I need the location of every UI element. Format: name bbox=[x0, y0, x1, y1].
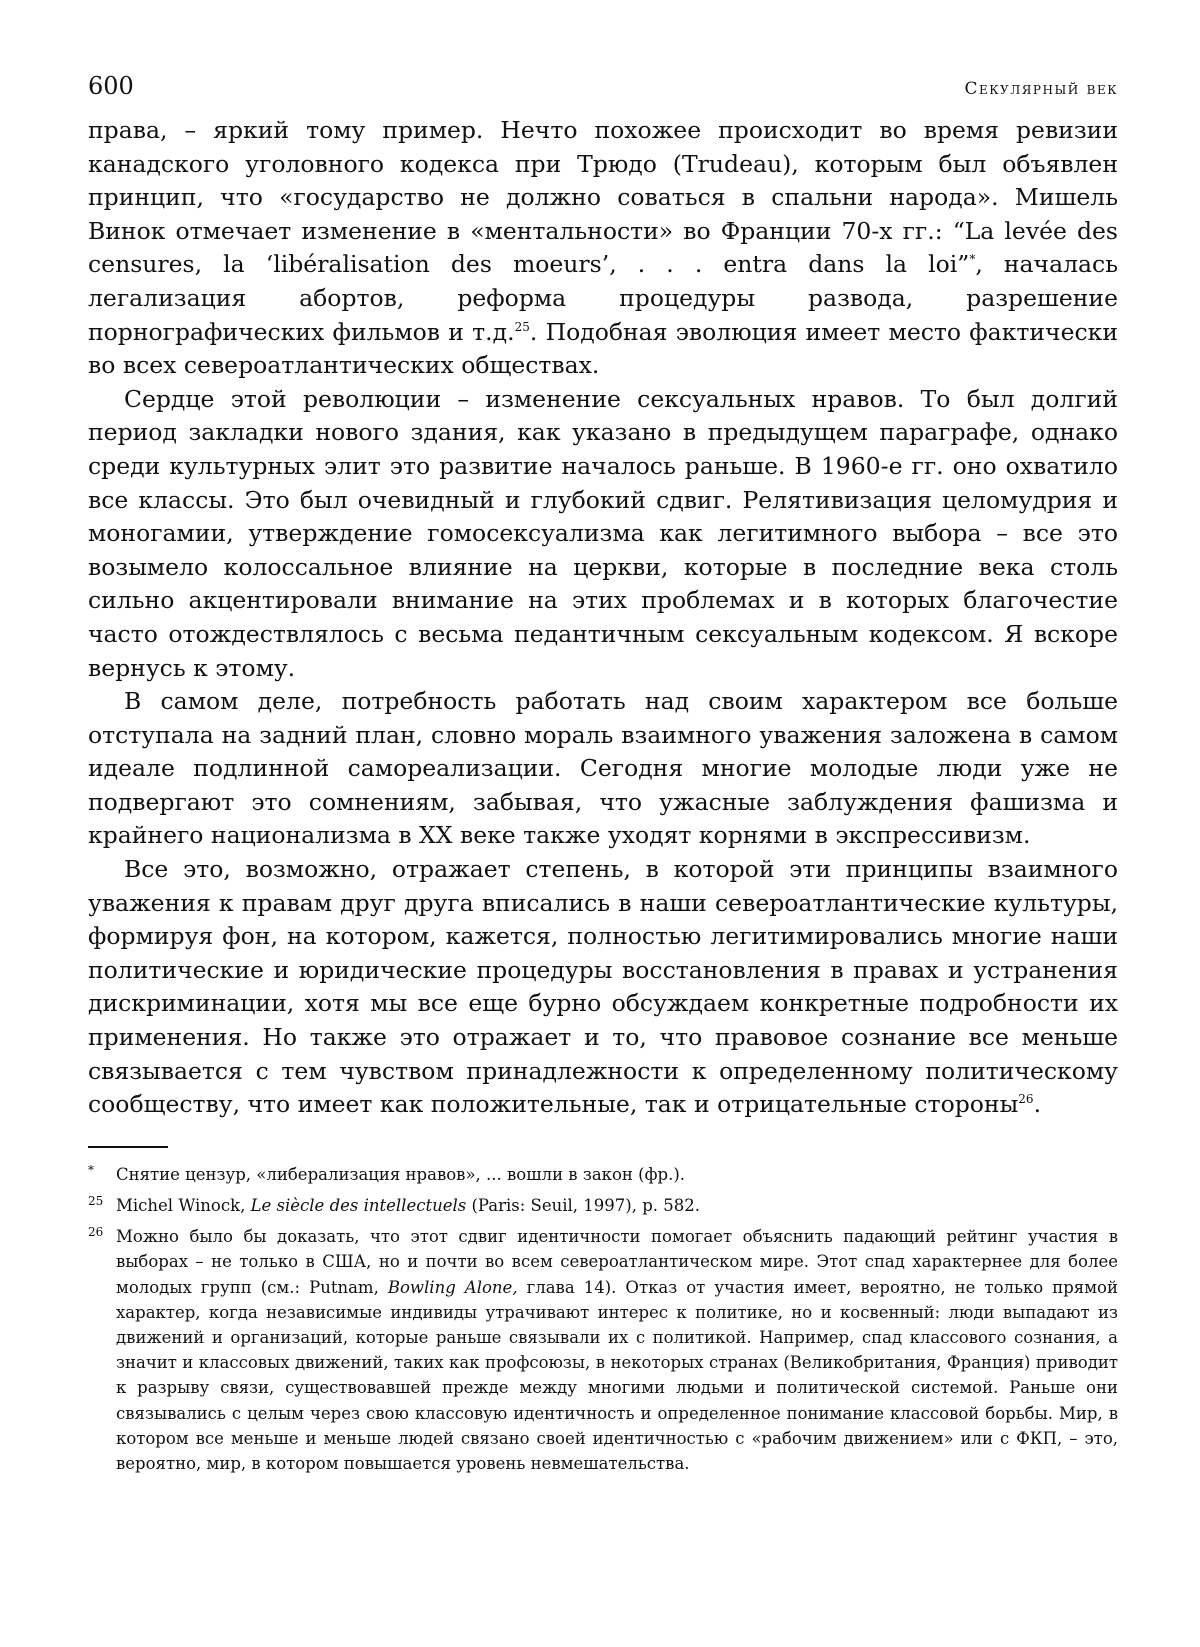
footnote-mark: 25 bbox=[88, 1194, 104, 1209]
footnote-text-part: Michel Winock, bbox=[116, 1196, 251, 1216]
footnote bbox=[88, 1224, 1118, 1476]
paragraph-text: Все это, возможно, отражает степень, в которой эти принципы взаимного уважения к правам друг друга вписались в наши североатлантические культуры, формируя фон, на котором, кажется, полностью легитимировались многие наши политические и юридические процедуры восстановления в правах и устранения дискриминации, хотя мы все еще бурно обсуждаем конкретные подробности их применения. Но также это отражает и то, что правовое сознание все меньше связывается с тем чувством принадлежности к определенному политическому сообществу, что имеет как положительные, так и отрицательные стороны bbox=[88, 855, 1118, 1119]
footnote-text-part: глава 14). Отказ от участия имеет, вероятно, не только прямой характер, когда независимые индивиды утрачивают интерес к политике, но и косвенный: люди выпадают из движений и организаций, которые раньше связывали их с политикой. Например, спад классового сознания, а значит и классовых движений, таких как профсоюзы, в некоторых странах (Великобритания, Франция) приводит к разрыву связи, существовавшей прежде между многими людьми и политической системой. Раньше они связывались с целым через свою классовую идентичность и определенное понимание классовой борьбы. Мир, в котором все меньше и меньше людей связано своей идентичностью с «рабочим движением» или с ФКП, – это, вероятно, мир, в котором повышается уровень невмешательства. bbox=[116, 1277, 1118, 1474]
paragraph bbox=[88, 853, 1118, 1122]
footnote-mark: 26 bbox=[88, 1225, 104, 1240]
paragraph-text: Сердце этой революции – изменение сексуальных нравов. То был долгий период закладки нового здания, как указано в предыдущем параграфе, однако среди культурных элит это развитие началось раньше. В 1960-е гг. оно охватило все классы. Это был очевидный и глубокий сдвиг. Релятивизация целомудрия и моногамии, утверждение гомосексуализма как легитимного выбора – все это возымело колоссальное влияние на церкви, которые в последние века столь сильно акцентировали внимание на этих проблемах и в которых благочестие часто отождествлялось с весьма педантичным сексуальным кодексом. Я вскоре вернусь к этому. bbox=[88, 384, 1118, 682]
footnote bbox=[88, 1162, 1118, 1187]
paragraph bbox=[88, 383, 1118, 685]
paragraph bbox=[88, 114, 1118, 383]
body-text bbox=[88, 114, 1118, 1122]
footnote-text bbox=[116, 1224, 1118, 1476]
page-header bbox=[88, 72, 1118, 114]
footnote-text-part: (Paris: Seuil, 1997), p. 582. bbox=[466, 1196, 700, 1216]
book-title: Le siècle des intellectuels bbox=[250, 1196, 467, 1216]
footnote-divider bbox=[88, 1146, 168, 1148]
paragraph bbox=[88, 685, 1118, 853]
page-number: 600 bbox=[88, 72, 134, 100]
paragraph-text: права, – яркий тому пример. Нечто похожее происходит во время ревизии канадского уголовного кодекса при Трюдо (Trudeau), которым был объявлен принцип, что «государство не должно соваться в спальни народа». Мишель Винок отмечает изменение в «ментальности» во Франции 70-х гг.: “La levée des censures, la ‘libéralisation des moeurs’, . . . entra dans la loi” bbox=[88, 116, 1118, 279]
paragraph-text: . bbox=[1033, 1090, 1042, 1119]
footnote-ref: 25 bbox=[514, 319, 530, 334]
footnotes bbox=[88, 1162, 1118, 1476]
running-title: Секулярный век bbox=[964, 79, 1118, 99]
footnote-mark: * bbox=[88, 1162, 94, 1177]
footnote-text-part: Можно было бы доказать, что этот сдвиг идентичности помогает объяснить падающий рейтинг участия в выборах – не только в США, но и почти во всем североатлантическом мире. Этот спад характернее для более молодых групп (см.: Putnam, bbox=[116, 1227, 1118, 1297]
footnote-text bbox=[116, 1193, 1118, 1218]
footnote-ref: 26 bbox=[1018, 1092, 1034, 1107]
footnote-text: Снятие цензур, «либерализация нравов», ... вошли в закон (фр.). bbox=[116, 1164, 686, 1184]
paragraph-text: . Подобная эволюция имеет место фактически во всех североатлантических обществах. bbox=[88, 317, 1119, 380]
footnote-ref: * bbox=[969, 252, 976, 267]
footnote bbox=[88, 1193, 1118, 1218]
book-title: Bowling Alone, bbox=[387, 1277, 518, 1297]
paragraph-text: В самом деле, потребность работать над своим характером все больше отступала на задний план, словно мораль взаимного уважения заложена в самом идеале подлинной самореализации. Сегодня многие молодые люди уже не подвергают это сомнениям, забывая, что ужасные заблуждения фашизма и крайнего национализма в XX веке также уходят корнями в экспрессивизм. bbox=[88, 687, 1118, 850]
paragraph-text: , началась легализация абортов, реформа процедуры развода, разрешение порнографических фильмов и т.д. bbox=[88, 250, 1118, 346]
